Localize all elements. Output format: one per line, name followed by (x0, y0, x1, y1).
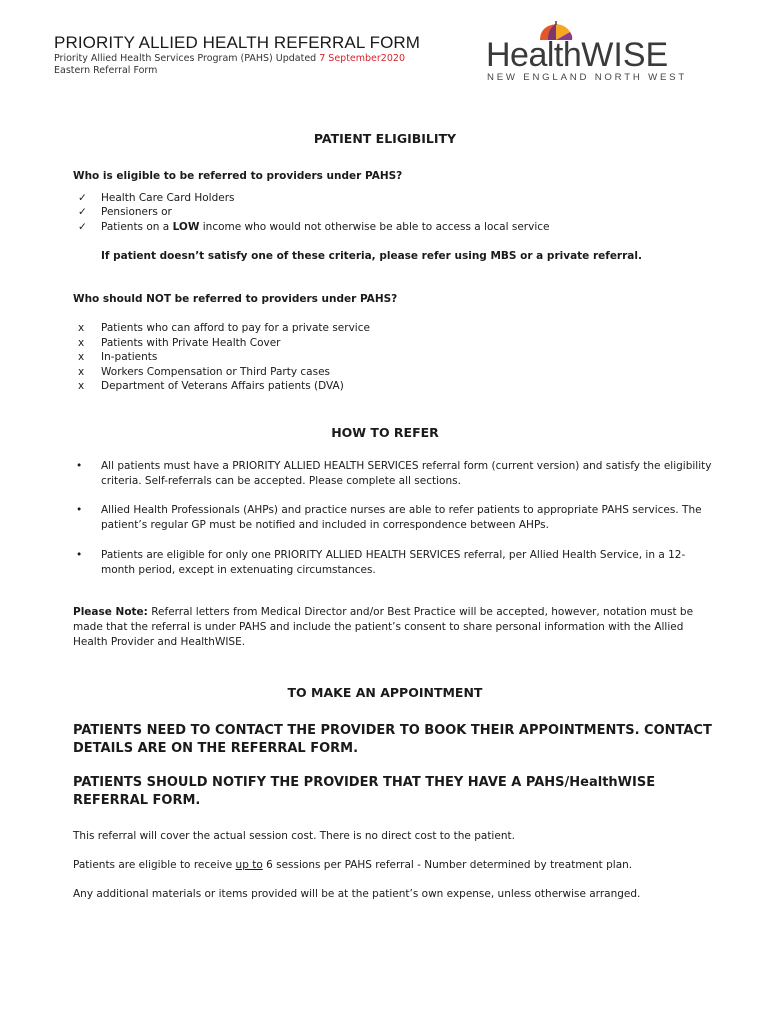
please-note (73, 605, 713, 650)
not-eligible-item: Patients with Private Health Cover (101, 337, 281, 349)
appointment-heading: TO MAKE AN APPOINTMENT (287, 685, 483, 700)
cost-line: This referral will cover the actual session cost. There is no direct cost to the patient. (73, 830, 515, 842)
check-icon: ✓ (78, 221, 87, 233)
eligible-item: Pensioners or (101, 206, 172, 218)
logo-tagline: NEW ENGLAND NORTH WEST (487, 72, 688, 83)
logo-word-wise: WISE (581, 36, 669, 74)
not-eligible-question: Who should NOT be referred to providers under PAHS? (73, 293, 398, 305)
x-icon: x (78, 337, 85, 349)
sessions-prefix: Patients are eligible to receive (73, 859, 233, 871)
sessions-underlined: up to (235, 859, 263, 871)
form-title: PRIORITY ALLIED HEALTH REFERRAL FORM (54, 33, 421, 52)
eligible-question: Who is eligible to be referred to providers under PAHS? (73, 170, 403, 182)
low-suffix: income who would not otherwise be able to access a local service (202, 221, 550, 233)
contact-provider-notice: PATIENTS NEED TO CONTACT THE PROVIDER TO BOOK THEIR APPOINTMENTS. CONTACT DETAILS ARE ON THE REFERRAL FORM. (73, 723, 712, 756)
x-icon: x (78, 380, 85, 392)
materials-line: Any additional materials or items provided will be at the patient’s own expense, unless otherwise arranged. (73, 888, 641, 900)
note-text: Referral letters from Medical Director and/or Best Practice will be accepted, however, notation must be made that the referral is under PAHS and include the patient’s consent to share personal information with the Allied Health Provider and HealthWISE. (73, 606, 694, 648)
bullet-icon: • (76, 460, 83, 472)
how-to-refer-heading: HOW TO REFER (331, 425, 439, 440)
logo-wordmark (486, 36, 668, 75)
check-icon: ✓ (78, 206, 87, 218)
x-icon: x (78, 366, 85, 378)
low-prefix: Patients on a (101, 221, 170, 233)
sessions-line (73, 859, 632, 871)
criteria-note: If patient doesn’t satisfy one of these criteria, please refer using MBS or a private referral. (101, 250, 642, 262)
subtitle-prefix: Priority Allied Health Services Program (PAHS) Updated (54, 53, 317, 64)
not-eligible-item: Department of Veterans Affairs patients (DVA) (101, 380, 344, 392)
eligible-item-low-income (101, 221, 549, 233)
note-label: Please Note: (73, 606, 148, 618)
eligible-item: Health Care Card Holders (101, 192, 235, 204)
sessions-suffix: 6 sessions per PAHS referral - Number determined by treatment plan. (266, 859, 633, 871)
low-word: LOW (172, 221, 200, 233)
bullet-icon: • (76, 549, 83, 561)
check-icon: ✓ (78, 192, 87, 204)
refer-item: Patients are eligible for only one PRIORITY ALLIED HEALTH SERVICES referral, per Allied Health Service, in a 12-month period, except in extenuating circumstances. (101, 549, 686, 576)
not-eligible-item: In-patients (101, 351, 158, 363)
x-icon: x (78, 322, 85, 334)
form-subtitle-2: Eastern Referral Form (54, 65, 158, 76)
refer-item: All patients must have a PRIORITY ALLIED HEALTH SERVICES referral form (current version) and satisfy the eligibility criteria. Self-referrals can be accepted. Please complete all sections. (101, 460, 712, 487)
refer-item: Allied Health Professionals (AHPs) and practice nurses are able to refer patients to appropriate PAHS services. The patient’s regular GP must be notified and included in correspondence between AHPs. (101, 504, 702, 531)
notify-provider-notice: PATIENTS SHOULD NOTIFY THE PROVIDER THAT THEY HAVE A PAHS/HealthWISE REFERRAL FORM. (73, 775, 656, 808)
patient-eligibility-heading: PATIENT ELIGIBILITY (313, 131, 457, 146)
bullet-icon: • (76, 504, 83, 516)
not-eligible-item: Patients who can afford to pay for a private service (101, 322, 370, 334)
subtitle-date: 7 September2020 (319, 53, 405, 64)
x-icon: x (78, 351, 85, 363)
logo-word-health: Health (486, 36, 582, 74)
healthwise-logo (484, 20, 688, 90)
not-eligible-item: Workers Compensation or Third Party cases (101, 366, 331, 378)
form-subtitle (54, 53, 405, 64)
